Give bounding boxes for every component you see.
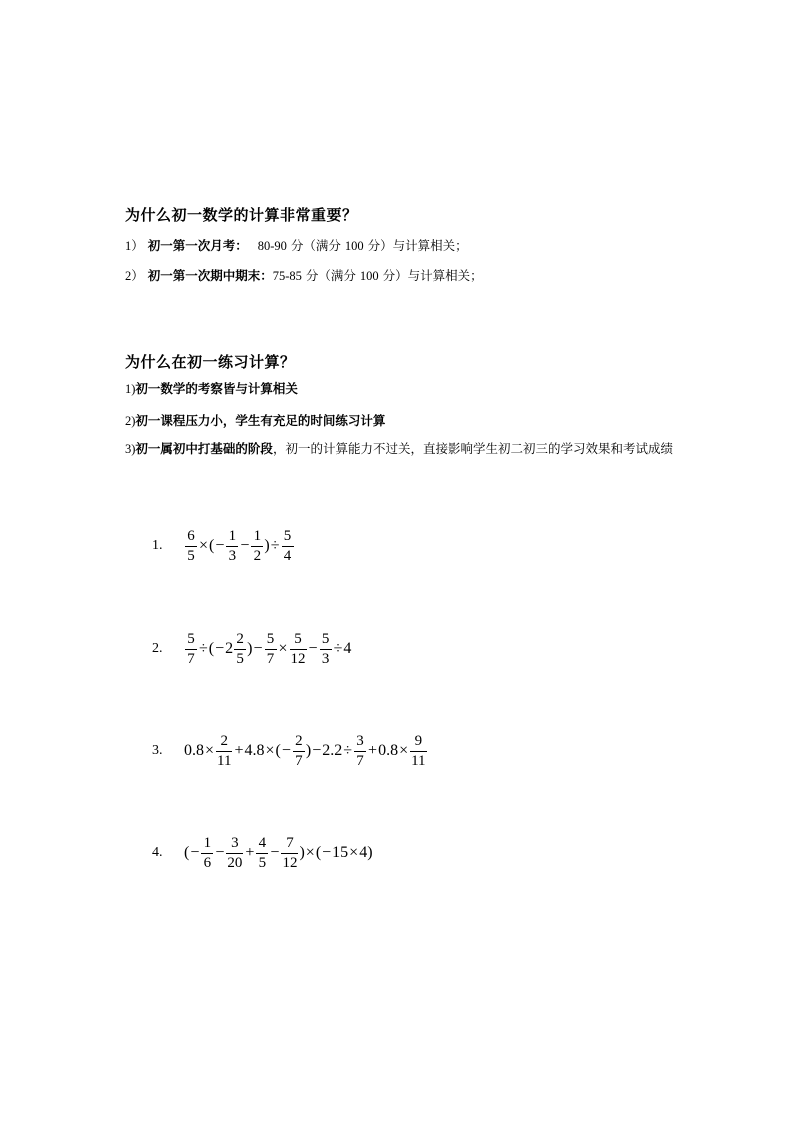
- fraction: [185, 632, 197, 667]
- math-expression: [184, 529, 295, 564]
- item2-suffix: 分）与计算相关；: [382, 268, 483, 283]
- item2-full: 100: [359, 269, 379, 283]
- item1-score: 80-90: [257, 239, 287, 253]
- math-expression: [184, 632, 351, 667]
- problem-3: [152, 729, 428, 773]
- math-token: ×: [399, 742, 409, 759]
- math-token: ×: [205, 742, 215, 759]
- math-token: 12: [290, 650, 306, 667]
- math-token: 5: [234, 649, 246, 667]
- math-token: 7: [354, 751, 366, 769]
- math-token: 7: [293, 751, 305, 769]
- math-token: 2.2: [322, 742, 343, 759]
- math-token: −: [240, 537, 250, 554]
- math-token: 5: [256, 853, 268, 871]
- math-token: 0.8: [378, 742, 399, 759]
- math-token: ×: [278, 640, 288, 657]
- math-token: +: [234, 742, 244, 759]
- math-token: ×: [349, 844, 359, 861]
- reason2-num: 2): [125, 414, 136, 428]
- math-token: −: [308, 640, 318, 657]
- item1-full: 100: [344, 239, 364, 253]
- math-token: (: [209, 537, 215, 554]
- section1-item-2: [125, 266, 483, 284]
- problem-number: 1.: [152, 538, 163, 553]
- fraction: [410, 734, 426, 769]
- math-token: 2: [295, 732, 303, 749]
- math-token: 7: [185, 649, 197, 667]
- math-token: ÷: [343, 742, 353, 759]
- math-token: 4: [258, 834, 267, 851]
- math-token: −: [322, 844, 332, 861]
- problem-number: 2.: [152, 641, 163, 656]
- section2-title: 为什么在初一练习计算？: [125, 353, 296, 371]
- math-token: 0.8: [184, 742, 204, 759]
- math-token: (: [315, 844, 322, 861]
- fraction: [293, 734, 305, 769]
- fraction: [185, 529, 197, 564]
- reason3-num: 3): [125, 442, 136, 456]
- math-token: ×: [265, 742, 275, 759]
- math-token: 11: [217, 752, 232, 769]
- fraction: [216, 734, 232, 769]
- math-token: ): [305, 742, 312, 759]
- item2-prefix: 2）: [125, 269, 144, 283]
- math-token: 5: [294, 630, 302, 647]
- math-token: 3: [356, 732, 364, 749]
- item1-suffix: 分）与计算相关；: [367, 238, 468, 253]
- fraction: [265, 632, 277, 667]
- math-expression: [184, 836, 373, 871]
- math-token: +: [245, 844, 255, 861]
- math-token: 4: [359, 844, 368, 861]
- math-token: (: [184, 844, 190, 861]
- math-token: −: [270, 844, 280, 861]
- math-token: ): [299, 844, 305, 861]
- math-token: 4: [282, 546, 294, 564]
- math-token: ×: [305, 844, 315, 861]
- math-token: 1: [228, 527, 237, 544]
- math-token: 6: [187, 527, 195, 544]
- math-token: 9: [414, 732, 423, 749]
- math-token: −: [253, 640, 263, 657]
- problem-number: 3.: [152, 743, 163, 758]
- fraction: [226, 529, 238, 564]
- math-token: ): [367, 844, 373, 861]
- fraction: [226, 836, 243, 871]
- math-token: 11: [411, 752, 426, 769]
- fraction: [281, 836, 298, 871]
- item2-label: 初一第一次期中期末：: [147, 268, 273, 283]
- problem-1: [152, 524, 295, 568]
- math-token: 1: [203, 834, 212, 851]
- math-token: 2: [220, 732, 228, 749]
- math-token: 3: [320, 649, 332, 667]
- section1-title: 为什么初一数学的计算非常重要？: [125, 206, 358, 224]
- math-token: 2: [236, 630, 244, 647]
- math-token: (: [208, 640, 215, 657]
- math-token: ÷: [333, 640, 343, 657]
- reason1-num: 1): [125, 382, 136, 396]
- reason2-text: 初一课程压力小，学生有充足的时间练习计算: [135, 413, 386, 428]
- math-token: 7: [265, 649, 277, 667]
- section2-reason-2: [125, 411, 385, 429]
- math-token: −: [215, 537, 225, 554]
- problem-4: [152, 831, 373, 875]
- item1-unit: 分（满分: [290, 238, 341, 253]
- math-token: −: [215, 640, 225, 657]
- fraction: [201, 836, 213, 871]
- math-token: 5: [185, 546, 197, 564]
- section1-item-1: [125, 236, 468, 254]
- reason3-bold: 初一属初中打基础的阶段: [135, 441, 273, 456]
- section2-reason-1: [125, 379, 298, 397]
- math-token: 5: [321, 630, 330, 647]
- math-token: 5: [266, 630, 275, 647]
- item1-prefix: 1）: [125, 239, 144, 253]
- math-token: 5: [283, 527, 292, 544]
- math-token: −: [215, 844, 225, 861]
- math-token: 2: [251, 546, 263, 564]
- math-token: 20: [227, 854, 243, 871]
- fraction: [320, 632, 332, 667]
- math-token: 15: [332, 844, 349, 861]
- fraction: [354, 734, 366, 769]
- math-token: ): [247, 640, 253, 657]
- section2-reason-3: [125, 433, 735, 465]
- math-token: 4.8: [244, 742, 265, 759]
- item1-label: 初一第一次月考：: [147, 238, 248, 253]
- problem-2: [152, 627, 351, 671]
- problem-number: 4.: [152, 845, 163, 860]
- math-token: 5: [187, 630, 195, 647]
- fraction: [290, 632, 307, 667]
- math-token: (: [275, 742, 281, 759]
- math-token: 4: [343, 640, 352, 657]
- math-token: ): [264, 537, 270, 554]
- math-token: −: [190, 844, 200, 861]
- math-expression: [184, 734, 428, 769]
- math-token: 2: [225, 640, 234, 657]
- fraction: [251, 529, 263, 564]
- math-token: −: [312, 742, 322, 759]
- math-token: 12: [282, 854, 298, 871]
- math-token: 6: [201, 853, 213, 871]
- math-token: ×: [199, 537, 209, 554]
- math-token: ÷: [270, 537, 280, 554]
- fraction: [282, 529, 294, 564]
- math-token: −: [281, 742, 291, 759]
- item2-score: 75-85: [272, 269, 302, 283]
- math-token: 3: [231, 834, 239, 851]
- reason3-rest: ，初一的计算能力不过关，直接影响学生初二初三的学习效果和考试成绩: [272, 441, 673, 456]
- reason1-text: 初一数学的考察皆与计算相关: [135, 381, 298, 396]
- math-token: 1: [253, 527, 262, 544]
- item2-unit: 分（满分: [305, 268, 356, 283]
- fraction: [234, 632, 246, 667]
- math-token: 3: [226, 546, 238, 564]
- fraction: [256, 836, 268, 871]
- math-token: 7: [286, 834, 294, 851]
- math-token: ÷: [199, 640, 208, 657]
- math-token: +: [368, 742, 378, 759]
